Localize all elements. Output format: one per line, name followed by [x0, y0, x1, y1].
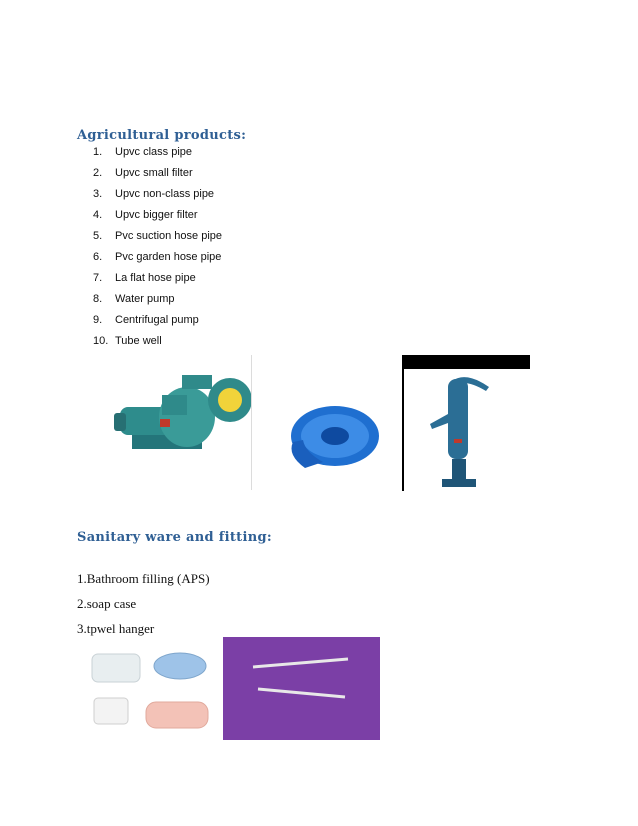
flat-hose-image [283, 400, 383, 480]
list-item: 1.Bathroom filling (APS) [77, 571, 210, 586]
list-item: 2. Upvc small filter [93, 167, 193, 179]
agricultural-heading: Agricultural products: [77, 128, 247, 143]
list-item: 6. Pvc garden hose pipe [93, 251, 222, 263]
list-item: 9. Centrifugal pump [93, 314, 199, 326]
sanitary-heading: Sanitary ware and fitting: [77, 530, 272, 545]
list-item: 3. Upvc non-class pipe [93, 188, 215, 200]
centrifugal-pump-image [112, 365, 254, 470]
list-item: 2.soap case [77, 596, 137, 611]
hand-pump-frame [402, 355, 530, 491]
list-item: 5. Pvc suction hose pipe [93, 230, 223, 242]
image-divider [251, 355, 252, 490]
towel-hanger-image [223, 637, 380, 740]
soap-case-image [84, 650, 219, 740]
sanitary-list [77, 571, 210, 646]
list-item: 3.tpwel hanger [77, 621, 155, 636]
hand-pump-image [404, 369, 528, 491]
agricultural-list [93, 145, 222, 355]
image-top-bar [404, 355, 530, 369]
list-item: 10. Tube well [93, 335, 162, 347]
list-item: 8. Water pump [93, 293, 175, 305]
list-item: 1. Upvc class pipe [93, 146, 193, 158]
list-item: 7. La flat hose pipe [93, 272, 196, 284]
list-item: 4. Upvc bigger filter [93, 209, 198, 221]
